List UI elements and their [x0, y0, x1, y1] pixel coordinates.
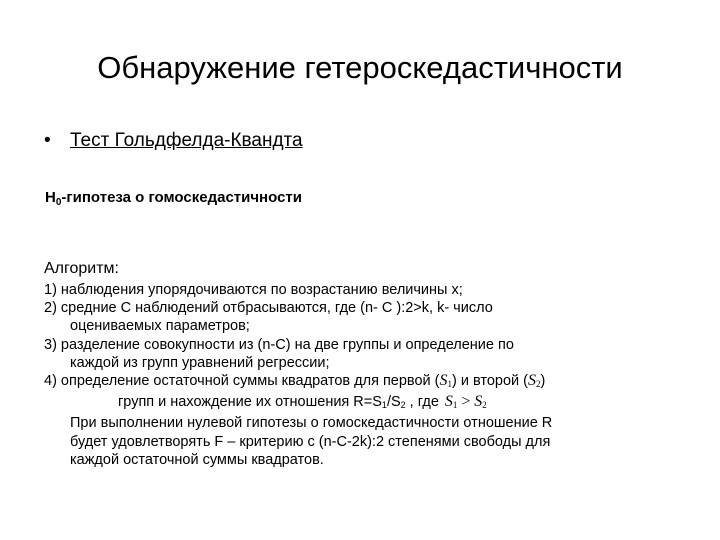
- cmp-s2-sub: 2: [482, 400, 487, 411]
- step-4-text-a: 4) определение остаточной суммы квадратов для первой (: [44, 373, 440, 390]
- bullet-text: Тест Гольдфелда-Квандта: [70, 130, 303, 151]
- cmp-s1-symbol: S: [444, 393, 453, 411]
- step-4-conclusion-1: При выполнении нулевой гипотезы о гомоскедастичности отношение R: [70, 415, 553, 432]
- formula-s1-gt-s2: [445, 393, 487, 410]
- step-3: 3) разделение совокупности из (n-C) на две группы и определение по: [44, 336, 514, 353]
- bullet-marker: •: [44, 130, 51, 151]
- hypothesis-subscript: 0: [55, 197, 62, 208]
- formula-s1-sub: 1: [447, 379, 452, 390]
- formula-s2: [528, 372, 541, 389]
- ratio-sub-1: 1: [381, 400, 387, 411]
- step-4-text-b: ) и второй (: [452, 373, 528, 390]
- formula-s1-symbol: S: [439, 372, 448, 390]
- formula-s2-symbol: S: [528, 372, 536, 390]
- step-2: 2) средние С наблюдений отбрасываются, где (n- C ):2>k, k- число: [44, 300, 493, 317]
- step-2-cont: оцениваемых параметров;: [70, 318, 250, 335]
- step-4-conclusion-2: будет удовлетворять F – критерию с (n-C-2k):2 степенями свободы для: [70, 433, 551, 450]
- step-1: 1) наблюдения упорядочиваются по возрастанию величины x;: [44, 282, 463, 298]
- step-4-ratio-text: групп и нахождение их отношения R=S: [118, 394, 382, 411]
- step-4: [44, 372, 694, 393]
- ratio-sub-2: 2: [400, 400, 406, 411]
- step-4-cont: [44, 393, 694, 414]
- cmp-s2-symbol: S: [474, 393, 483, 411]
- hypothesis-text: -гипотеза о гомоскедастичности: [61, 189, 302, 206]
- bullet-item: [44, 128, 303, 154]
- cmp-s1-sub: 1: [452, 400, 458, 411]
- step-4-conclusion-3: каждой остаточной суммы квадратов.: [70, 451, 324, 468]
- slide-title: Обнаружение гетероскедастичности: [97, 50, 623, 85]
- cmp-gt: >: [460, 393, 472, 411]
- hypothesis-heading: [45, 187, 302, 214]
- step-4-text-c: ): [540, 373, 546, 390]
- formula-s2-sub: 2: [536, 379, 541, 390]
- step-3-cont: каждой из групп уравнений регрессии;: [70, 354, 330, 371]
- ratio-where: , где: [405, 394, 439, 411]
- algorithm-title: Алгоритм:: [44, 260, 119, 277]
- ratio-slash: /S: [386, 394, 401, 411]
- algorithm-steps: [44, 281, 694, 469]
- formula-s1: [440, 372, 453, 389]
- hypothesis-symbol: H: [45, 189, 56, 206]
